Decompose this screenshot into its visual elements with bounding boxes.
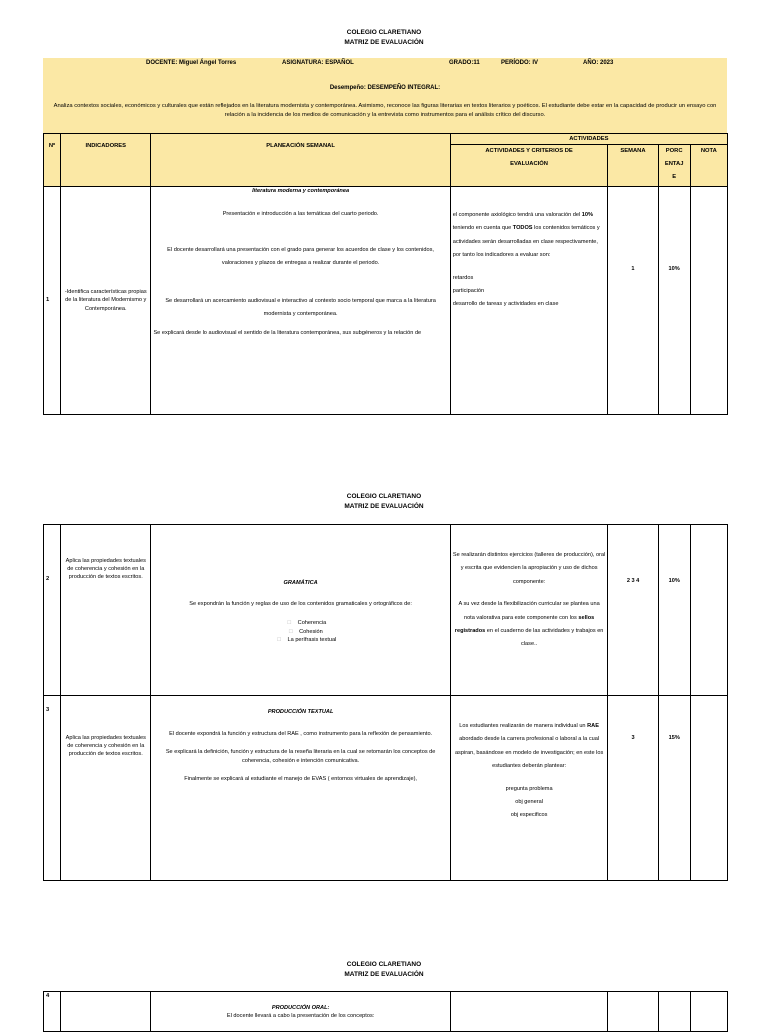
- planning-paragraph: Presentación e introducción a las temáticas del cuarto periodo.: [222, 211, 379, 218]
- performance-title: Desempeño: DESEMPEÑO INTEGRAL:: [329, 85, 441, 91]
- page-header: [0, 960, 768, 979]
- col-header-indicators: INDICADORES: [61, 134, 151, 187]
- col-header-planning: PLANEACIÓN SEMANAL: [151, 134, 450, 187]
- week-cell: [608, 992, 658, 1032]
- table-row: [44, 992, 728, 1032]
- planning-paragraph: Se expondrán la función y reglas de uso de los contenidos gramaticales y ortográficos de:: [189, 601, 412, 607]
- planning-paragraph: El docente llevará a cabo la presentación de los conceptos:: [226, 1013, 375, 1020]
- grade-cell[interactable]: [690, 696, 727, 881]
- week-cell: 3: [608, 696, 658, 881]
- planning-title: literatura moderna y contemporánea: [252, 188, 350, 194]
- grade-cell[interactable]: [690, 187, 727, 415]
- planning-title: PRODUCCIÓN TEXTUAL: [267, 709, 334, 715]
- planning-paragraph: El docente desarrollará una presentación con el grado para generar los acuerdos de clase y los contenidos, valoraciones y plazos de entregas a realizar durante el periodo.: [167, 247, 434, 267]
- list-item: retardos: [452, 274, 474, 281]
- planning-paragraph: Se explicará la definición, función y estructura de la reseña literaria en la cual se retomarán los conceptos de coherencia, cohesión e intención comunicativa.: [165, 749, 436, 764]
- list-item: obj especificos: [510, 812, 548, 819]
- list-item: pregunta problema: [505, 785, 553, 792]
- grade-label: GRADO:11: [449, 60, 480, 66]
- document-title: MATRIZ DE EVALUACIÓN: [344, 38, 424, 46]
- planning-paragraph: Se explicará desde lo audiovisual el sentido de la literatura contemporánea, sus subgéneros y la relación de: [153, 330, 422, 337]
- planning-title: GRAMÁTICA: [283, 580, 318, 586]
- document-title: MATRIZ DE EVALUACIÓN: [344, 970, 424, 978]
- criteria-paragraph: Se realizarán distintos ejercicios (talleres de producción), oral y escrita que evidencien la apropiación y uso de dichos componente:: [452, 552, 606, 585]
- indicator-cell: [61, 992, 151, 1032]
- percentage-cell: 15%: [658, 696, 690, 881]
- period-label: PERÍODO: IV: [501, 60, 539, 66]
- planning-title: PRODUCCIÓN ORAL:: [271, 1005, 330, 1011]
- indicator-cell: Aplica las propiedades textuales de coherencia y cohesión en la producción de textos escritos.: [61, 525, 151, 696]
- percentage-cell: 10%: [658, 525, 690, 696]
- row-number: 1: [44, 187, 61, 415]
- school-name: COLEGIO CLARETIANO: [346, 29, 422, 36]
- performance-description: Analiza contextos sociales, económicos y culturales que están reflejados en la literatura modernista y contemporánea. Asimismo, reconoce las figuras literarias en textos literarios y poéticos. El estudiante debe estar en la capacidad de producir un ensayo con relación a la incidencia de los medios de comunicación y la entrevista como instrumentos para el análisis crítico del discurso.: [53, 103, 717, 118]
- list-item: ☐ La perífrasis textual: [276, 637, 337, 643]
- checkbox-bullet-icon: ☐: [286, 620, 292, 626]
- week-cell: 2 3 4: [608, 525, 658, 696]
- subject-label: ASIGNATURA: ESPAÑOL: [282, 60, 354, 66]
- planning-paragraph: El docente expondrá la función y estructura del RAE , como instrumento para la reflexión de pensamiento.: [169, 731, 433, 738]
- table-row: [44, 187, 728, 415]
- row-number: 2: [44, 525, 61, 696]
- planning-cell: [151, 187, 450, 415]
- criteria-paragraph: el componente axiológico tendrá una valoración del 10% teniendo en cuenta que TODOS los contenidos temáticos y actividades serán desarrolladas en clase respectivamente, por tanto los indicadores a evaluar son:: [452, 212, 600, 259]
- school-name: COLEGIO CLARETIANO: [346, 493, 422, 500]
- info-header: [43, 58, 727, 134]
- col-header-activities: ACTIVIDADES: [450, 134, 727, 145]
- planning-cell: [151, 525, 450, 696]
- document-title: MATRIZ DE EVALUACIÓN: [344, 502, 424, 510]
- page-header: [0, 492, 768, 511]
- list-item: ☐ Cohesión: [288, 628, 323, 635]
- year-label: AÑO: 2023: [583, 60, 614, 66]
- grade-cell[interactable]: [690, 992, 727, 1032]
- criteria-paragraph: Los estudiantes realizarán de manera individual un RAE abordado desde la carrera profesional o laboral a la cual aspiran, basándose en modelo de investigación; en este los estudiantes deberán plantear:: [454, 723, 604, 770]
- evaluation-table-page3: [43, 991, 728, 1032]
- evaluation-table-page1: [43, 133, 728, 415]
- planning-paragraph: Se desarrollará un acercamiento audiovisual e interactivo al contexto socio temporal que marca a la literatura modernista y contemporánea.: [165, 298, 436, 318]
- criteria-cell: [450, 992, 608, 1032]
- list-item: ☐ Coherencia: [286, 620, 327, 626]
- list-item: desarrollo de tareas y actividades en clase: [452, 301, 559, 308]
- row-number: 3: [44, 696, 61, 881]
- criteria-cell: [450, 525, 608, 696]
- page-header: [0, 28, 768, 47]
- criteria-cell: [450, 696, 608, 881]
- planning-cell: [151, 992, 450, 1032]
- teacher-label: DOCENTE: Miguel Ángel Torres: [146, 60, 237, 66]
- percentage-cell: [658, 992, 690, 1032]
- indicator-cell: -Identifica características propias de la literatura del Modernismo y Contemporánea.: [61, 187, 151, 415]
- bullet-list: [153, 619, 447, 645]
- col-header-grade: NOTA: [690, 145, 727, 187]
- school-name: COLEGIO CLARETIANO: [346, 961, 422, 968]
- percentage-cell: 10%: [658, 187, 690, 415]
- checkbox-bullet-icon: ☐: [288, 628, 293, 635]
- criteria-cell: [450, 187, 608, 415]
- grade-cell[interactable]: [690, 525, 727, 696]
- row-number: 4: [44, 992, 61, 1032]
- col-header-week: SEMANA: [608, 145, 658, 187]
- evaluation-table-page2: [43, 524, 728, 881]
- table-row: [44, 525, 728, 696]
- checkbox-bullet-icon: ☐: [276, 637, 282, 643]
- col-header-number: Nº: [44, 134, 61, 187]
- col-header-percentage: PORC ENTAJ E: [658, 145, 690, 187]
- planning-cell: [151, 696, 450, 881]
- list-item: participación: [452, 288, 485, 295]
- list-item: obj general: [515, 799, 543, 806]
- criteria-paragraph: A su vez desde la flexibilización curricular se plantea una nota valorativa para este componente con los sellos registrados en el cuaderno de las actividades y trabajos en clase..: [454, 601, 604, 648]
- planning-paragraph: Finalmente se explicará al estudiante el manejo de EVAS ( entornos virtuales de aprendizaje),: [184, 775, 417, 782]
- col-header-criteria: ACTIVIDADES Y CRITERIOS DE EVALUACIÓN: [450, 145, 608, 187]
- week-cell: 1: [608, 187, 658, 415]
- table-row: [44, 696, 728, 881]
- indicator-cell: Aplica las propiedades textuales de coherencia y cohesión en la producción de textos escritos.: [61, 696, 151, 881]
